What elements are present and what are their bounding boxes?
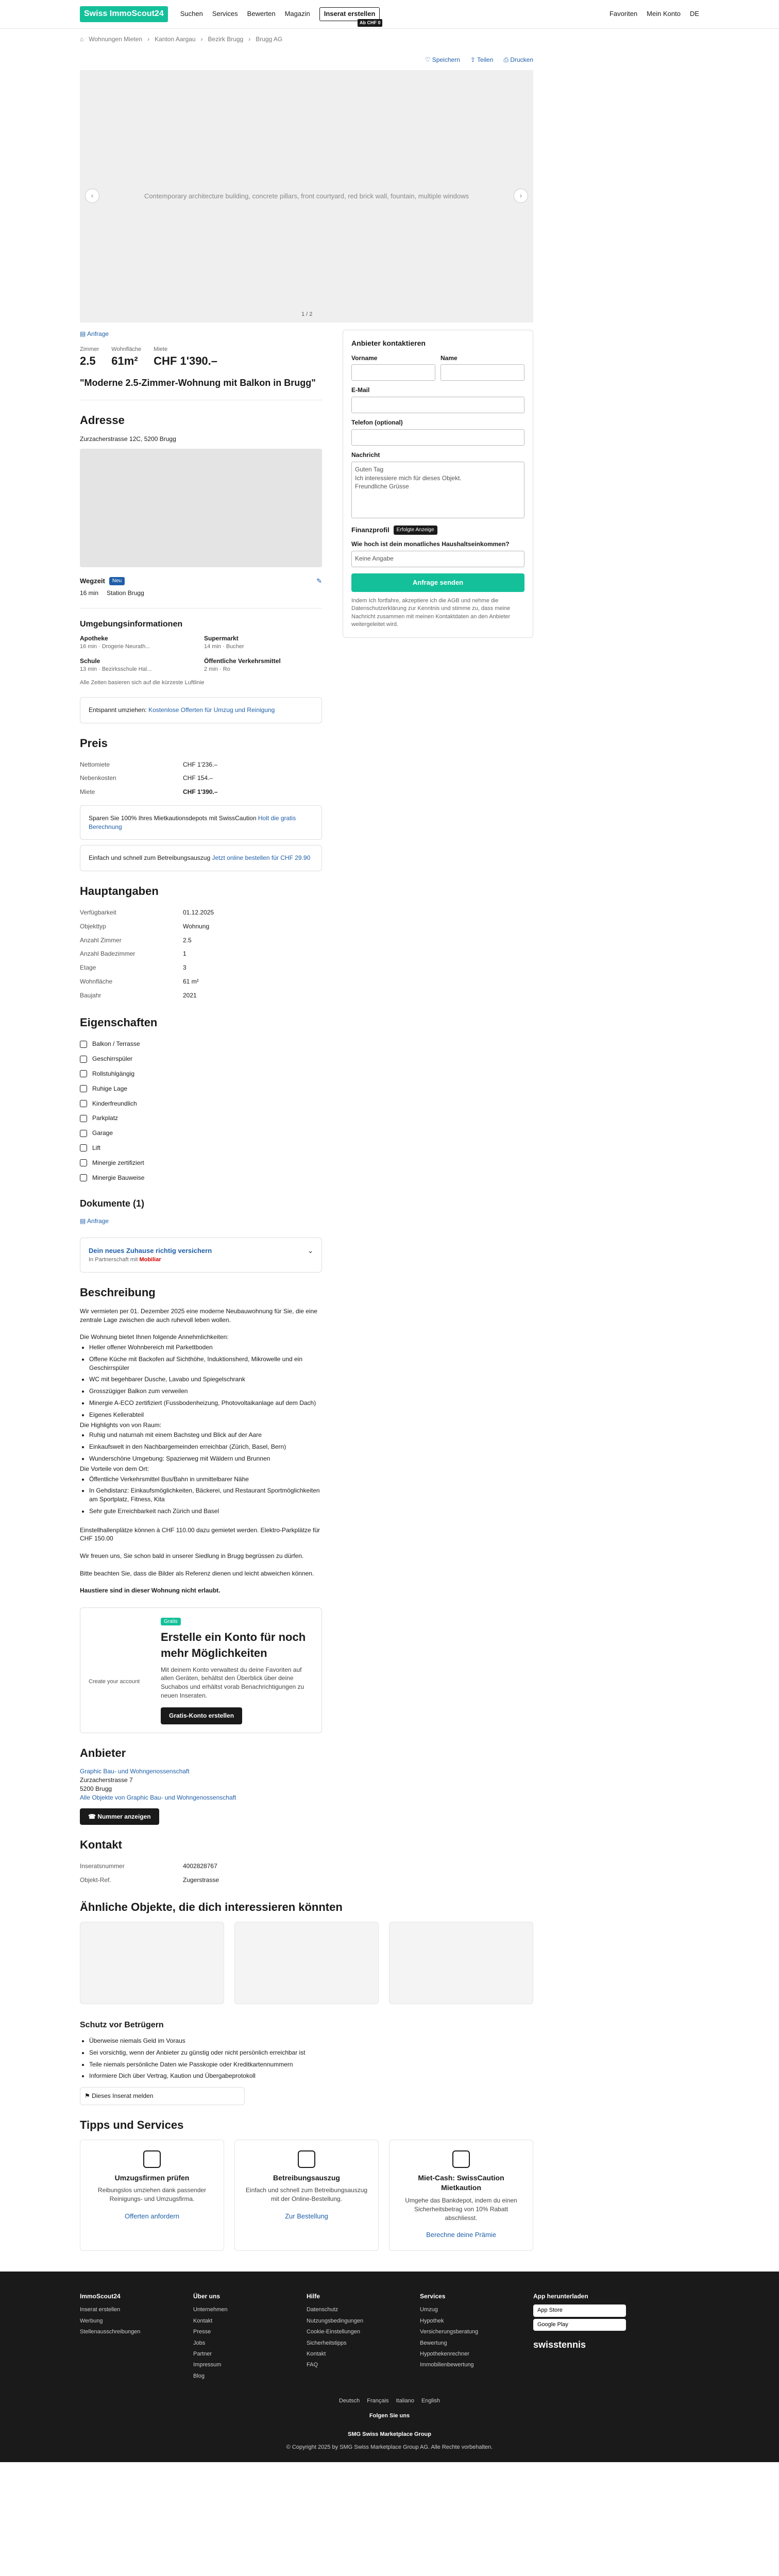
phone-input[interactable] [351,429,524,446]
account-promo-left: Create your account [89,1678,140,1685]
feature-item: Ruhige Lage [80,1081,322,1096]
logo[interactable]: Swiss ImmoScout24 [80,6,168,22]
price-row: Nebenkosten CHF 154.– [80,774,213,782]
env-item: Öffentliche Verkehrsmittel 2 min · Ro [204,657,281,673]
last-name-input[interactable] [441,364,524,381]
gallery-image-alt: Contemporary architecture building, concrete pillars, front courtyard, red brick wall, fountain, multiple windows [144,192,469,200]
image-gallery[interactable] [80,70,533,323]
area-value: 61m² [111,354,138,368]
service-card: Umzugsfirmen prüfen Reibungslos umziehen dank passender Reinigungs- und Umzugsfirma. Offerten anfordern [80,2140,224,2251]
home-icon[interactable]: ⌂ [80,35,84,43]
travel-time [80,577,322,586]
travel-row [80,589,322,598]
address-street[interactable]: Zurzacherstrasse 12C, 5200 Brugg [80,435,176,443]
partner-logo: Mobiliar [139,1256,161,1263]
debt-link[interactable]: Jetzt online bestellen für CHF 29.90 [212,854,311,862]
service-link[interactable]: Offerten anfordern [125,2212,179,2220]
balcony-icon [80,1041,87,1048]
feature-item: Kinderfreundlich [80,1096,322,1111]
travel-title: Wegzeit [80,577,105,585]
sponsor-logo: swisstennis [533,2340,586,2350]
share-label: Teilen [477,56,494,63]
copyright: © Copyright 2025 by SMG Swiss Marketplace Group AG. Alle Rechte vorbehalten. [286,2444,493,2451]
listing-actions [80,49,533,70]
leaf-icon [80,1159,87,1166]
legal-text: Indem Ich fortfahre, akzeptiere ich die AGB und nehme die Datenschutzerklärung zur Kenntnis und stimme zu, dass meine Nachricht zusammen mit meinen Kontaktdaten an den Anbieter weitergeleitet wird. [351,597,511,628]
message-textarea[interactable]: Guten Tag Ich interessiere mich für dieses Objekt. Freundliche Grüsse [351,462,524,518]
parking-icon [80,1115,87,1122]
report-listing-button[interactable]: ⚑ Dieses Inserat melden [80,2087,245,2105]
main-nav [180,7,381,25]
footer: ImmoScout24 Inserat erstellen Werbung Stellenausschreibungen Über uns Unternehmen Kontakt Presse Jobs Partner Impressum Blog Hilfe Datenschutz Nutzungsbedingungen Cookie-Einstellungen Sicherheitstipps Kontakt FAQ Services Umzug Hypothek Versicherungsberatung Bewertung Hypothekenrechner Immobilienbewertung App herunterladen App Store Google Play swisstennis Deutsch Français Italiano English Folgen Sie uns SMG Swiss Marketplace Group © Copyright 2025 by SMG Swiss Marketplace Group AG. Alle Rechte vorbehalten. [0,2272,779,2462]
info-row: Wohnfläche 61 m² [80,978,199,986]
env-item: Supermarkt 14 min · Bucher [204,635,244,650]
account-promo [80,1607,322,1733]
contact-form: Anbieter kontaktieren Vorname Name E-Mail Telefon (optional) Nachricht Guten Tag Ich interessiere mich für dieses Objekt. Freundliche Grüsse Finanzprofil Erfolgte Anzeige Wie hoch ist dein monatliches Haushaltseinkommen? Keine Angabe Anfrage senden Indem Ich fortfahre, akzeptiere ich die AGB und nehme die Datenschutzerklärung zur Kenntnis und stimme zu, dass meine Nachricht zusammen mit meinen Kontaktdaten an den Anbieter weitergeleitet wird. [343,330,533,638]
env-label: Schule [80,657,100,665]
environment-grid [80,634,322,673]
crumb-1[interactable]: Wohnungen Mieten [89,35,143,43]
left-column [80,323,322,1887]
edit-icon[interactable]: ✎ [316,577,322,585]
env-name: Ro [223,666,230,673]
env-name: Bezirksschule Hal... [101,666,152,673]
feature-item: Geschirrspüler [80,1052,322,1066]
image-counter: 1 / 2 [301,311,313,317]
similar-section: Ähnliche Objekte, die dich interessieren könnten Schutz vor Betrügern • Überweise niemals Geld im Voraus • Sei vorsichtig, wenn der Anbieter zu günstig oder nicht persönlich erreichbar ist • Teile niemals persönliche Daten wie Passkopie oder Kreditkartennummern • Informiere Dich über Vertrag, Kaution und Übergabeprotokoll ⚑ Dieses Inserat melden Tipps und Services Umzugsfirmen prüfen Reibungslos umziehen dank passender Reinigungs- und Umzugsfirma. Offerten anfordern Betreibungsauszug Einfach und schnell zum Betreibungsauszug mit der Online-Bestellung. Zur Bestellung Miet-Cash: SwissCaution Mietkaution Umgehe das Bankdepot, indem du einen Sicherheitsbetrag von 10% Rabatt abschliesst. Berechne deine Prämie [80,1900,533,2251]
summary-facts [80,346,322,369]
prev-arrow-icon[interactable]: ‹ [85,189,99,203]
floorplan-label: Anfrage [87,330,109,337]
contact-row: Objekt-Ref. Zugerstrasse [80,1876,219,1884]
feature-item: Minergie Bauweise [80,1171,322,1185]
nav-search[interactable]: Suchen [180,10,203,18]
account-link[interactable]: Mein Konto [647,10,681,18]
language-links: Deutsch Français Italiano English [338,2398,441,2404]
leaf-icon [80,1174,87,1181]
header-right [609,9,699,19]
wheelchair-icon [80,1070,87,1077]
main-content [80,323,533,1887]
account-promo-text: Mit deinem Konto verwaltest du deine Favoriten auf allen Geräten, behältst den Überblick über deine Suchabos und erhältst vorab Benachrichtigungen zu neuen Inseraten. [161,1666,304,1700]
env-name: Bucher [226,643,244,650]
finance-badge: Erfolgte Anzeige [394,526,437,535]
insurance-title: Dein neues Zuhause richtig versichern [89,1247,212,1255]
services-title: Tipps und Services [80,2119,184,2131]
service-card: Miet-Cash: SwissCaution Mietkaution Umgehe das Bankdepot, indem du einen Sicherheitsbetrag von 10% Rabatt abschliesst. Berechne deine Prämie [389,2140,533,2251]
info-row: Objekttyp Wohnung [80,922,210,930]
floorplan-link[interactable]: ▤ Anfrage [80,330,109,337]
travel-time-value: 16 min [80,589,99,597]
price-title: Preis [80,736,108,750]
env-time: 13 min [80,666,97,673]
service-card: Betreibungsauszug Einfach und schnell zum Betreibungsauszug mit der Online-Bestellung. Zur Bestellung [234,2140,379,2251]
description-intro: Wir vermieten per 01. Dezember 2025 eine moderne Neubauwohnung für Sie, die eine zentrale Lage zwischen die auch ruhevoll leben wollen. [80,1307,317,1324]
promo-link[interactable]: Kostenlose Offerten für Umzug und Reinigung [148,706,275,714]
promo-text: Entspannt umziehen: [89,706,147,714]
price-row: Nettomiete CHF 1'236.– [80,760,217,768]
caution-text: Sparen Sie 100% Ihres Mietkautionsdepots mit SwissCaution [89,814,257,822]
document-link[interactable]: ▤ Anfrage [80,1217,109,1225]
feature-item: Balkon / Terrasse [80,1037,322,1052]
similar-card[interactable] [389,1922,533,2004]
caution-link[interactable]: Holt die gratis Berechnung [89,814,296,831]
shield-icon [452,2150,470,2168]
caution-promo[interactable] [80,805,322,840]
environment-note: Alle Zeiten basieren sich auf die kürzeste Luftlinie [80,679,205,686]
info-row: Etage 3 [80,964,187,972]
info-row: Verfügbarkeit 01.12.2025 [80,909,214,917]
main-info-title: Hauptangaben [80,885,159,898]
quiet-icon [80,1085,87,1092]
send-request-button[interactable]: Anfrage senden [351,573,524,592]
rooms-label: Zimmer [80,346,99,352]
lift-icon [80,1144,87,1151]
save-label: Speichern [432,56,460,63]
contact-form-title: Anbieter kontaktieren [351,339,426,347]
moving-promo[interactable] [80,697,322,723]
debt-text: Einfach und schnell zum Betreibungsauszug [89,854,211,862]
follow-title: Folgen Sie uns [369,2413,410,2419]
group-logo: SMG Swiss Marketplace Group [348,2431,431,2437]
rooms-value: 2.5 [80,354,96,368]
nav-rate[interactable]: Bewerten [247,10,276,18]
env-item: Schule 13 min · Bezirksschule Hal... [80,657,152,673]
chevron-down-icon[interactable]: ⌄ [308,1247,313,1255]
rent-value: CHF 1'390.– [154,354,218,368]
income-select[interactable]: Keine Angabe [351,551,524,567]
env-time: 14 min [204,643,222,650]
description-body: Wir vermieten per 01. Dezember 2025 eine moderne Neubauwohnung für Sie, die eine zentrale Lage zwischen die auch ruhevoll leben wollen. Die Wohnung bietet Ihnen folgende Annehmlichkeiten: • Heller offener Wohnbereich mit Parkettboden • Offene Küche mit Backofen auf Sichthöhe, Induktionsherd, Mikrowelle und ein Geschirrspüler • WC mit begehbarer Dusche, Lavabo und Spiegelschrank • Grosszügiger Balkon zum verweilen • Minergie A-ECO zertifiziert (Fussbodenheizung, Photovoltaikanlage auf dem Dach) • Eigenes Kellerabteil Die Highlights von von Raum: • Ruhig und naturnah mit einem Bachsteg und Blick auf der Aare • Einkaufswelt in den Nachbargemeinden erreichbar (Zürich, Basel, Bern) • Wunderschöne Umgebung: Spazierweg mit Wäldern und Brunnen Die Vorteile von dem Ort: • Öffentliche Verkehrsmittel Bus/Bahn in unmittelbarer Nähe • In Gehdistanz: Einkaufsmöglichkeiten, Bäckerei, und Restaurant Sportmöglichkeiten am Sportplatz, Fitness, Kita • Sehr gute Erreichbarkeit nach Zürich und Basel Einstellhallenplätze können à CHF 110.00 dazu gemietet werden. Elektro-Parkplätze für CHF 150.00 Wir freuen uns, Sie schon bald in unserer Siedlung in Brugg begrüssen zu dürfen. Bitte beachten Sie, dass die Bilder als Referenz dienen und leicht abweichen können. Haustiere sind in dieser Wohnung nicht erlaubt. [80,1307,322,1595]
services-grid [80,2140,533,2251]
email-input[interactable] [351,397,524,413]
feature-item: Garage [80,1126,322,1141]
first-name-input[interactable] [351,364,435,381]
next-arrow-icon[interactable]: › [514,189,528,203]
print-button[interactable]: ⎙ Drucken [503,56,533,63]
fraud-title: Schutz vor Betrügern [80,2020,164,2029]
service-link[interactable]: Berechne deine Prämie [426,2231,496,2239]
travel-badge: Neu [109,577,125,585]
top-header [0,0,779,29]
env-label: Supermarkt [204,635,239,642]
travel-destination: Station Brugg [107,589,144,597]
env-name: Drogerie Neurath... [101,643,150,650]
price-row: Miete CHF 1'390.– [80,788,218,796]
features-title: Eigenschaften [80,1015,158,1029]
feature-item: Parkplatz [80,1111,322,1126]
create-listing-label: Inserat erstellen [324,10,376,18]
similar-title: Ähnliche Objekte, die dich interessieren könnten [80,1900,343,1913]
environment-title: Umgebungsinformationen [80,619,183,629]
provider-name[interactable]: Graphic Bau- und Wohngenossenschaft [80,1768,190,1775]
contact-title: Kontakt [80,1838,122,1852]
right-column [343,323,533,1887]
contact-row: Inseratsnummer 4002828767 [80,1862,217,1870]
info-row: Anzahl Zimmer 2.5 [80,936,192,944]
env-label: Apotheke [80,635,108,642]
feature-item: Lift [80,1141,322,1156]
favorites-link[interactable]: Favoriten [609,10,638,18]
share-button[interactable]: ⇪ Teilen [470,56,494,63]
feature-item: Minergie zertifiziert [80,1156,322,1171]
dishwasher-icon [80,1056,87,1063]
garage-icon [80,1130,87,1137]
similar-card[interactable] [234,1922,379,2004]
description-title: Beschreibung [80,1285,156,1299]
show-number-button[interactable]: ☎ Nummer anzeigen [80,1808,159,1825]
account-promo-title: Erstelle ein Konto für noch mehr Möglichkeiten [161,1631,306,1659]
truck-icon [143,2150,161,2168]
nav-magazine[interactable]: Magazin [284,10,310,18]
env-time: 16 min [80,643,97,650]
info-row: Anzahl Badezimmer 1 [80,950,187,958]
provider-objects-link[interactable]: Alle Objekte von Graphic Bau- und Wohngenossenschaft [80,1793,236,1801]
gratis-badge: Gratis [161,1618,181,1625]
app-store-button[interactable]: App Store [533,2304,626,2316]
documents-title: Dokumente (1) [80,1198,145,1209]
create-account-button[interactable]: Gratis-Konto erstellen [161,1707,242,1724]
play-store-button[interactable]: Google Play [533,2319,626,2331]
print-label: Drucken [510,56,533,63]
insurance-bar[interactable]: Dein neues Zuhause richtig versichern In Partnerschaft mit Mobiliar ⌄ [80,1238,322,1273]
env-label: Öffentliche Verkehrsmittel [204,657,281,665]
area-label: Wohnfläche [111,346,142,352]
feature-item: Rollstuhlgängig [80,1066,322,1081]
crumb-4[interactable]: Brugg AG [256,35,283,43]
info-row: Baujahr 2021 [80,991,197,999]
provider-title: Anbieter [80,1746,126,1759]
crumb-2[interactable]: Kanton Aargau [155,35,196,43]
document-icon [298,2150,315,2168]
map[interactable] [80,449,322,567]
listing-title: "Moderne 2.5-Zimmer-Wohnung mit Balkon in Brugg" [80,377,316,388]
finance-title: Finanzprofil [351,526,390,534]
create-listing-button[interactable] [319,7,381,25]
nav-services[interactable]: Services [212,10,238,18]
env-time: 2 min [204,666,218,673]
cta-badge: Ab CHF 0 [358,19,383,27]
crumb-3[interactable]: Bezirk Brugg [208,35,244,43]
address-title: Adresse [80,414,125,427]
language-select[interactable]: DE [689,10,699,18]
rent-label: Miete [154,346,168,352]
child-icon [80,1100,87,1107]
debt-promo[interactable] [80,845,322,871]
similar-card[interactable] [80,1922,224,2004]
env-item: Apotheke 16 min · Drogerie Neurath... [80,635,150,650]
provider-block: Graphic Bau- und Wohngenossenschaft Zurzacherstrasse 7 5200 Brugg Alle Objekte von Graphic Bau- und Wohngenossenschaft [80,1768,236,1801]
service-link[interactable]: Zur Bestellung [285,2212,328,2220]
breadcrumb: ⌂ Wohnungen Mieten › Kanton Aargau › Bezirk Brugg › Brugg AG [80,35,283,43]
save-button[interactable]: ♡ Speichern [425,56,460,63]
